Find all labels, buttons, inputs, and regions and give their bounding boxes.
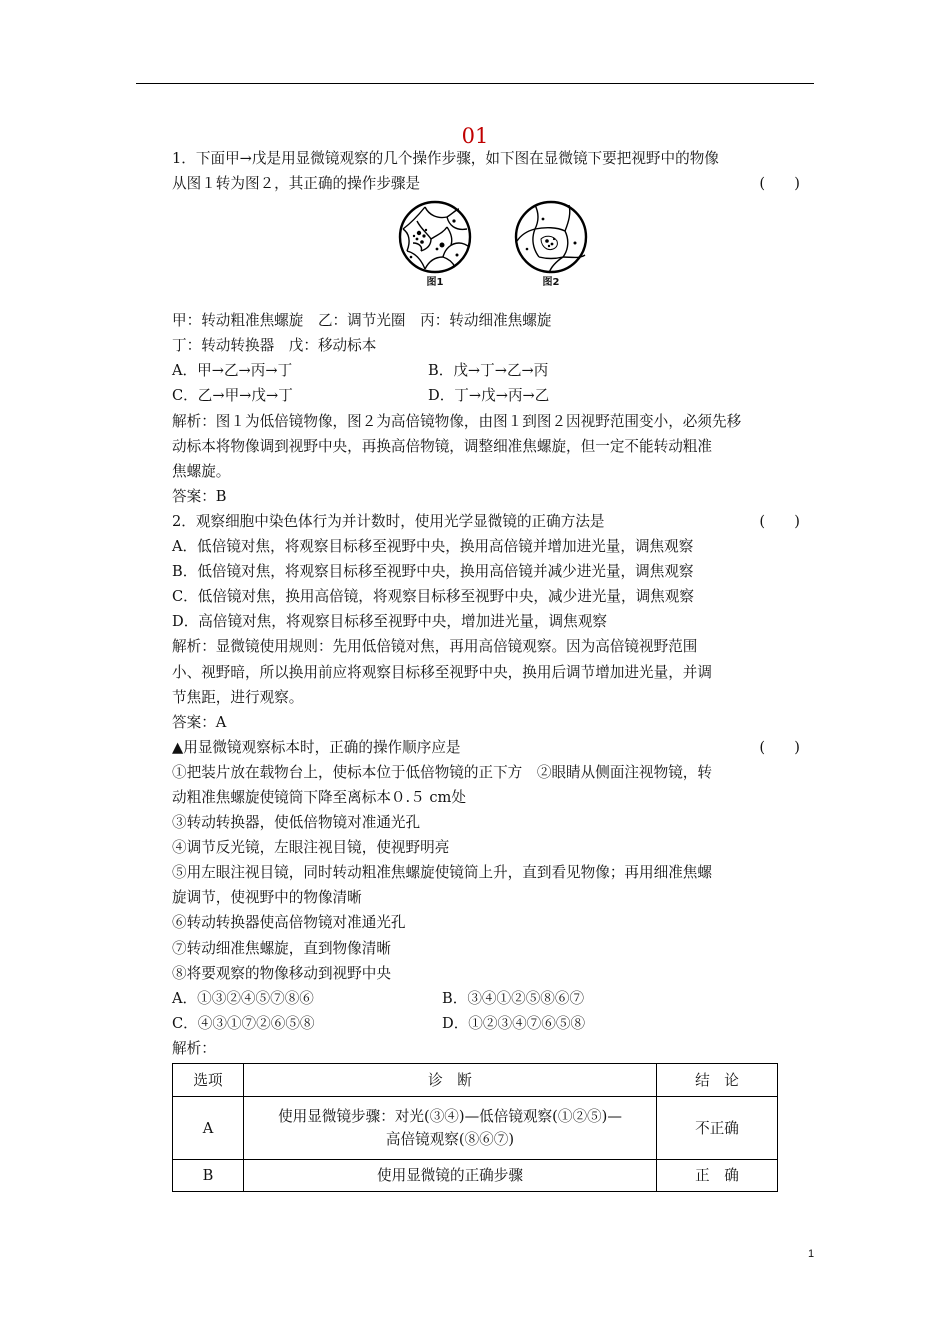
q3-step-6: ⑥转动转换器使高倍物镜对准通光孔 [172,914,406,932]
table-header-conclusion: 结 论 [657,1064,778,1097]
q3-options-row2 [172,1011,814,1036]
document-body [172,146,814,1192]
q2-option-d: D．高倍镜对焦，将观察目标移至视野中央，增加进光量，调焦观察 [172,613,607,631]
q1-analysis-line1: 解析：图１为低倍镜物像，图２为高倍镜物像，由图１到图２因视野范围变小，必须先移 [172,412,742,430]
q2-option-a: A．低倍镜对焦，将观察目标移至视野中央，换用高倍镜并增加进光量，调焦观察 [172,538,694,556]
q3-analysis-label: 解析： [172,1039,216,1057]
q3-option-c: C．④③①⑦②⑥⑤⑧ [172,1014,315,1032]
q3-step-5-line2: 旋调节，使视野中的物像清晰 [172,889,362,907]
header-rule [136,83,814,84]
q2-analysis-line1: 解析：显微镜使用规则：先用低倍镜对焦，再用高倍镜观察。因为高倍镜视野范围 [172,638,698,656]
q1-option-c: C．乙→甲→戊→丁 [172,387,293,405]
q3-step-4: ④调节反光镜，左眼注视目镜，使视野明亮 [172,839,450,857]
q3-option-a: A．①③②④⑤⑦⑧⑥ [172,989,314,1007]
q1-options-row1 [172,358,814,383]
table-cell-diagnosis [244,1097,657,1160]
q1-option-d: D．丁→戊→丙→乙 [428,387,550,405]
figure-1 [397,199,473,305]
table-header-option: 选项 [173,1064,244,1097]
table-cell-conclusion: 不正确 [657,1097,778,1160]
q1-figures [172,199,814,305]
q3-step-3: ③转动转换器，使低倍物镜对准通光孔 [172,814,421,832]
q3-step-8: ⑧将要观察的物像移动到视野中央 [172,964,391,982]
q1-answer: 答案：B [172,487,227,505]
q1-stem-line1: 1．下面甲→戊是用显微镜观察的几个操作步骤，如下图在显微镜下要把视野中的物像 [172,150,719,167]
q2-answer: 答案：A [172,713,227,731]
table-cell-option: A [173,1097,244,1160]
table-header-row [173,1064,778,1097]
table-cell-conclusion: 正 确 [657,1160,778,1192]
q1-stem-line2: 从图１转为图２，其正确的操作步骤是 ( ) [172,171,814,196]
low-power-view-image [397,199,473,275]
figure-2-caption: 图2 [542,277,560,289]
diagnosis-line1: 使用显微镜步骤：对光(③④)—低倍镜观察(①②⑤)— [278,1108,622,1125]
q3-step-5-line1: ⑤用左眼注视目镜，同时转动粗准焦螺旋使镜筒上升，直到看见物像；再用细准焦螺 [172,864,712,882]
q1-analysis-line2: 动标本将物像调到视野中央，再换高倍物镜，调整细准焦螺旋，但一定不能转动粗准 [172,437,712,455]
q3-stem: ▲用显微镜观察标本时，正确的操作顺序应是 ( ) [172,735,814,760]
figure-2 [513,199,589,305]
q3-option-b: B．③④①②⑤⑧⑥⑦ [442,989,585,1007]
q2-analysis-line3: 节焦距，进行观察。 [172,688,304,706]
q1-answer-bracket: ( ) [759,175,800,193]
figure-1-caption: 图1 [426,277,444,289]
table-cell-diagnosis: 使用显微镜的正确步骤 [244,1160,657,1192]
q3-step-1-2-line1: ①把装片放在载物台上，使标本位于低倍物镜的正下方 ②眼睛从侧面注视物镜，转 [172,763,712,781]
q2-stem: 2．观察细胞中染色体行为并计数时，使用光学显微镜的正确方法是 ( ) [172,509,814,534]
q1-analysis-line3: 焦螺旋。 [172,462,231,480]
q1-steps-line2: 丁：转动转换器 戊：移动标本 [172,337,377,355]
q1-options-row2 [172,383,814,408]
high-power-view-image [513,199,589,275]
q1-option-b: B．戊→丁→乙→丙 [428,362,549,380]
q3-answer-bracket: ( ) [759,738,800,756]
q1-steps-line1: 甲：转动粗准焦螺旋 乙：调节光圈 丙：转动细准焦螺旋 [172,312,552,330]
page-number: 1 [808,1248,815,1260]
q3-step-7: ⑦转动细准焦螺旋，直到物像清晰 [172,939,391,957]
q2-option-b: B．低倍镜对焦，将观察目标移至视野中央，换用高倍镜并减少进光量，调焦观察 [172,563,694,581]
table-row [173,1160,778,1192]
q3-analysis-table [172,1063,778,1192]
q3-step-1-2-line2: 动粗准焦螺旋使镜筒下降至离标本０.５ cm处 [172,788,466,806]
table-cell-option: B [173,1160,244,1192]
q2-answer-bracket: ( ) [759,512,800,530]
q3-option-d: D．①②③④⑦⑥⑤⑧ [442,1014,586,1032]
q2-analysis-line2: 小、视野暗，所以换用前应将观察目标移至视野中央，换用后调节增加进光量，并调 [172,663,712,681]
page-title: 01 [461,124,489,148]
diagnosis-line2: 高倍镜观察(⑧⑥⑦) [385,1131,515,1148]
q1-option-a: A．甲→乙→丙→丁 [172,362,293,380]
q2-option-c: C．低倍镜对焦，换用高倍镜，将观察目标移至视野中央，减少进光量，调焦观察 [172,588,694,606]
table-row [173,1097,778,1160]
table-header-diagnosis: 诊 断 [244,1064,657,1097]
q3-options-row1 [172,986,814,1011]
